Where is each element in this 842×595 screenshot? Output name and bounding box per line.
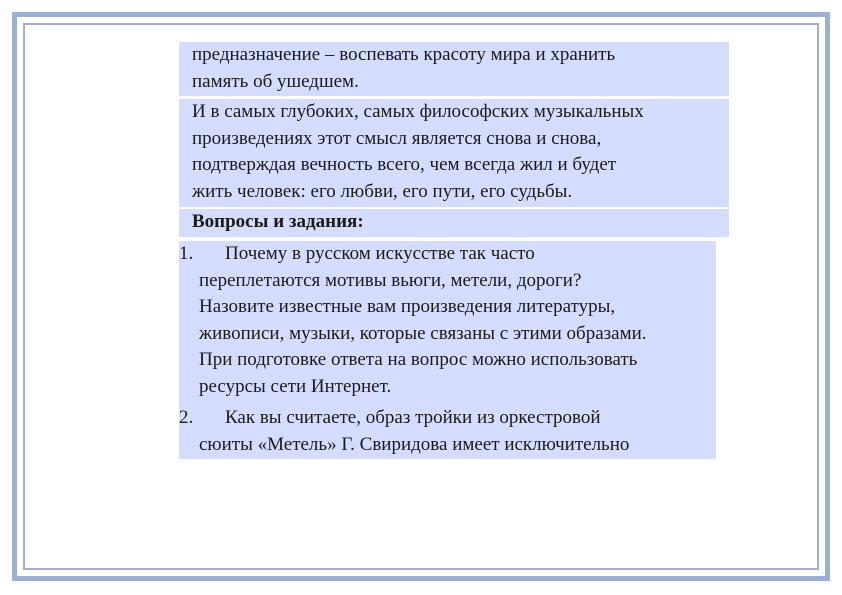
questions-heading: Вопросы и задания: bbox=[192, 211, 364, 232]
paragraph-line: произведениях этот смысл является снова и снова, bbox=[192, 127, 602, 149]
question-item-2 bbox=[179, 405, 716, 459]
section-heading bbox=[179, 209, 729, 237]
question-item-1 bbox=[179, 241, 716, 405]
question-line: При подготовке ответа на вопрос можно использовать bbox=[199, 349, 638, 370]
question-line: Назовите известные вам произведения литературы, bbox=[199, 296, 616, 317]
paragraph-line: предназначение – воспевать красоту мира и хранить bbox=[192, 44, 616, 65]
question-line: Почему в русском искусстве так часто bbox=[225, 243, 535, 264]
question-line: сюиты «Метель» Г. Свиридова имеет исключительно bbox=[199, 433, 630, 455]
paragraph-line: жить человек: его любви, его пути, его судьбы. bbox=[192, 180, 573, 202]
question-number: 1. bbox=[179, 243, 194, 264]
paragraph-line: подтверждая вечность всего, чем всегда жил и будет bbox=[192, 154, 617, 175]
question-number: 2. bbox=[179, 407, 194, 428]
paragraph-philosophy bbox=[179, 99, 729, 207]
question-line: переплетаются мотивы вьюги, метели, дороги? bbox=[199, 269, 582, 291]
paragraph-line: И в самых глубоких, самых философских музыкальных bbox=[192, 101, 644, 122]
question-line: живописи, музыки, которые связаны с этими образами. bbox=[199, 322, 647, 344]
paragraph-line: память об ушедшем. bbox=[192, 70, 359, 92]
question-line: Как вы считаете, образ тройки из оркестровой bbox=[225, 407, 601, 428]
paragraph-purpose bbox=[179, 42, 729, 96]
question-line: ресурсы сети Интернет. bbox=[199, 375, 392, 397]
